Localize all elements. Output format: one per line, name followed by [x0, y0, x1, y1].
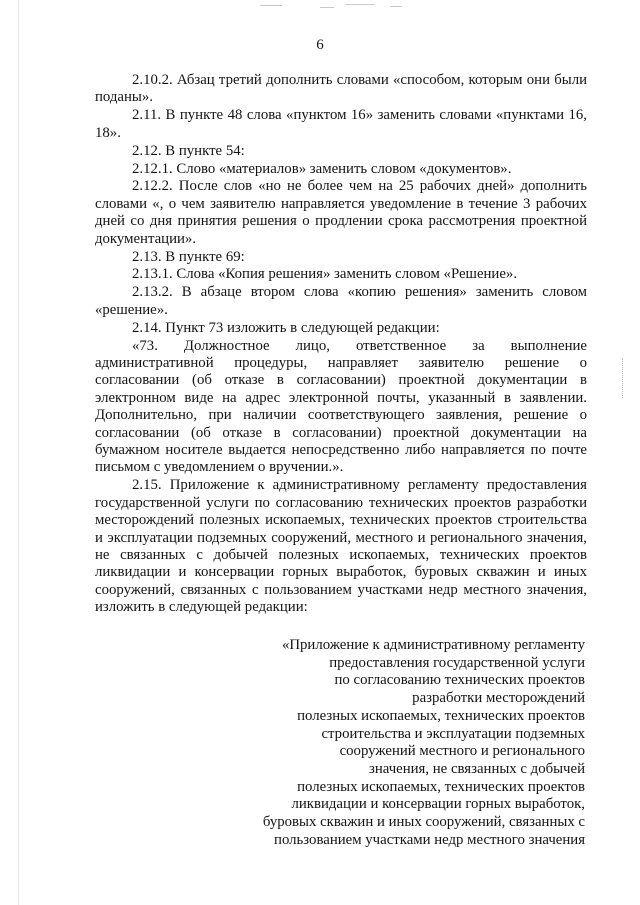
page-number: 6 [316, 37, 324, 53]
scan-artifact [250, 2, 420, 12]
appendix-line: значения, не связанных с добычей [368, 760, 585, 777]
paragraph-2-12-2: 2.12.2. После слов «но не более чем на 25 рабочих дней» дополнить словами «, о чем заявителю направляется уведомление в течение 3 рабочих дней со дня принятия решения о продлении срока рассмотрения проектной документации». [95, 178, 587, 247]
appendix-line: «Приложение к административному регламенту [281, 637, 585, 653]
appendix-line: сооружений местного и регионального [339, 743, 585, 760]
appendix-line: ликвидации и консервации горных выработок, [291, 796, 585, 813]
appendix-line: предоставления государственной услуги [329, 654, 585, 671]
paragraph-2-11: 2.11. В пункте 48 слова «пунктом 16» заменить словами «пунктами 16, 18». [95, 107, 587, 141]
appendix-heading [230, 637, 585, 849]
paragraph-2-14: 2.14. Пункт 73 изложить в следующей редакции: [132, 319, 440, 336]
appendix-line: буровых скважин и иных сооружений, связанных с [262, 814, 585, 831]
paragraph-2-12-1: 2.12.1. Слово «материалов» заменить словом «документов». [132, 160, 512, 177]
paragraph-2-15: 2.15. Приложение к административному регламенту предоставления государственной услуги по согласованию технических проектов разработки месторождений полезных ископаемых, технических проектов строительства и эксплуатации подземных сооружений, местного и регионального значения, не связанных с добычей полезных ископаемых, технических проектов ликвидации и консервации горных выработок, буровых скважин и иных сооружений, связанных с пользованием участками недр местного значения, изложить в следующей редакции: [95, 477, 587, 616]
appendix-line: строительства и эксплуатации подземных [321, 725, 585, 742]
paragraph-2-10-2: 2.10.2. Абзац третий дополнить словами «способом, которым они были поданы». [95, 72, 587, 106]
appendix-line: по согласованию технических проектов [334, 672, 585, 689]
paragraph-2-12: 2.12. В пункте 54: [132, 142, 245, 159]
page-edge-line [18, 0, 19, 905]
paragraph-73-quote: «73. Должностное лицо, ответственное за выполнение административной процедуры, направляет заявителю решение о согласовании (об отказе в согласовании) проектной документации в электронном виде на адрес электронной почты, указанный в заявлении. Дополнительно, при наличии соответствующего заявления, решение о согласовании (об отказе в согласовании) проектной документации на бумажном носителе выдается непосредственно либо направляется по почте письмом с уведомлением о вручении.». [95, 337, 587, 476]
scan-dots [622, 358, 624, 398]
paragraph-2-13: 2.13. В пункте 69: [132, 248, 245, 265]
appendix-line: полезных ископаемых, технических проектов [297, 778, 585, 795]
document-body [95, 72, 587, 617]
appendix-line: полезных ископаемых, технических проектов [297, 707, 585, 724]
appendix-line: пользованием участками недр местного значения [274, 831, 585, 848]
paragraph-2-13-2: 2.13.2. В абзаце втором слова «копию решения» заменить словом «решение». [95, 284, 587, 318]
paragraph-2-13-1: 2.13.1. Слова «Копия решения» заменить словом «Решение». [132, 266, 518, 283]
appendix-line: разработки месторождений [412, 690, 585, 707]
